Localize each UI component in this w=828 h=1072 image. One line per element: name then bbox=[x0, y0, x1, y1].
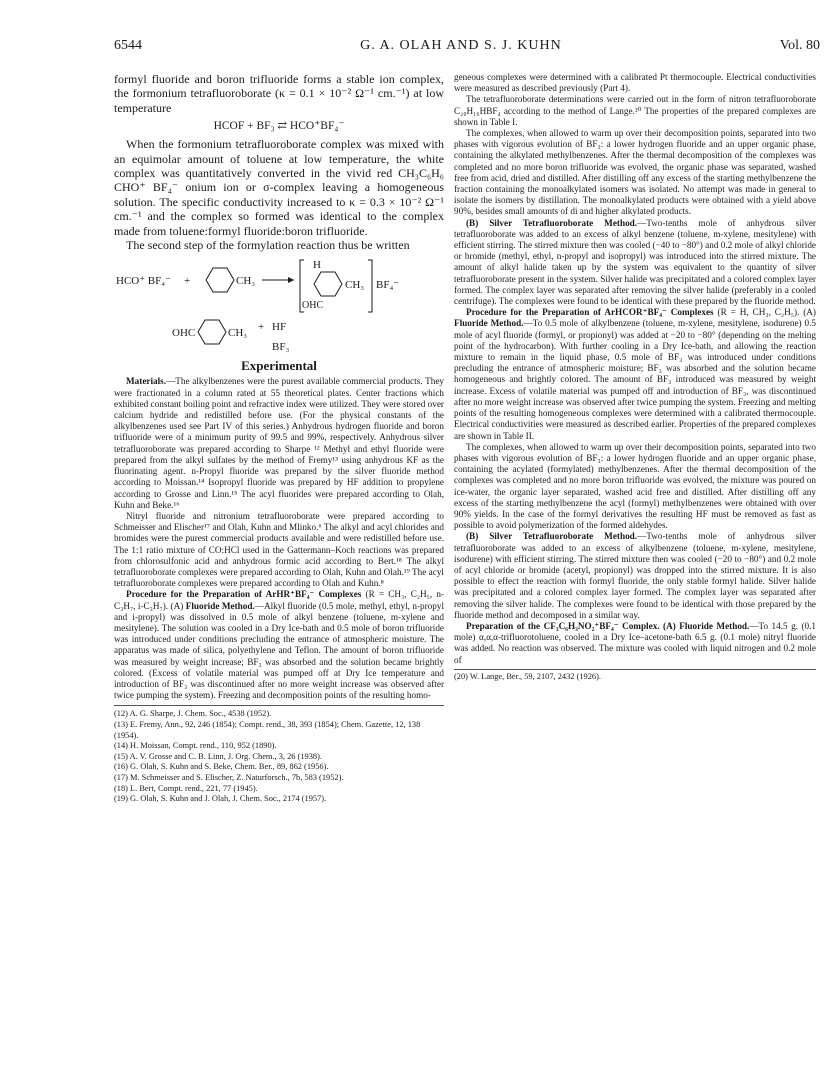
silver-method-2-heading: (B) Silver Tetrafluoroborate Method. bbox=[466, 531, 638, 542]
section-experimental: Experimental bbox=[241, 358, 317, 374]
reference-13: (13) E. Fremy, Ann., 92, 246 (1854); Compt. rend., 38, 393 (1854); Chem. Gazette, 12, 138 (1954). bbox=[114, 719, 421, 740]
bf4-sigma: BF₄⁻ bbox=[376, 279, 400, 292]
reaction-scheme-svg bbox=[114, 256, 444, 354]
silver-method-2-paragraph bbox=[454, 531, 816, 621]
arrow-head-1 bbox=[288, 277, 294, 283]
alkyl-procedure-text: —Alkyl fluoride (0.5 mole, methyl, ethyl, n-propyl and i-propyl) was dissolved in 0.5 mole of alkyl benzene (toluene, m-xylene and mesitylene). The solution was cooled in a Dry Ice-bath and 0.5 mole of boron trifluoride was introduced under conditions precluding the entrance of atmospheric moisture. The apparatus was made of silica, polyethylene and Teflon. The amount of boron trifluoride was measured by weight increase; BF₃ was absorbed and the solution became brightly colored. (Excess of volatile material was pumped off at Dry Ice temperature and introduction of BF₃ was discontinued after no more weight increase was observed after twice pumping the system). Freezing and decomposition points of the resulting homo- bbox=[114, 600, 445, 701]
acyl-procedure-text: —To 0.5 mole of alkylbenzene (toluene, m-xylene, mesitylene, isodurene) 0.5 mole of acyl fluoride (formyl, or propionyl) was added at −20 to −80° (depending on the melting point of the hydrocarbon). With further cooling in a Dry Ice-bath, and allowing the reaction mixture to remain in the liquid phase, 0.5 mole of BF₃ was introduced under conditions precluding the entrance of atmospheric moisture; BF₃ was absorbed and the solution became homogeneous and brightly colored. The amount of BF₃ introduced was measured by weight increase. Excess of volatile material was pumped off and introduction of BF₃, was discontinued after no more weight increase was observed after twice pumping the system. Freezing and melting points of the resulting homogeneous complexes were determined with a calibrated thermocouple. Electrical conductivities were measured as described earlier. Properties of the prepared complexes are shown in Table II. bbox=[454, 318, 816, 441]
acyl-procedure-paragraph bbox=[454, 307, 816, 441]
nitryl-paragraph: Nitryl fluoride and nitronium tetrafluoroborate were prepared according to Schmeisser and Elischer¹⁷ and Olah, Kuhn and Mlinko.⁶ The alkyl and acyl chlorides and bromides were the purest commercial products available and were redistilled before use. The 1:1 ratio mixture of CO:HCl used in the Gattermann–Koch reactions was prepared from chlorosulfonic acid and anhydrous formic acid according to Bert.¹⁸ The alkyl tetrafluoroborate complexes were prepared according to Olah, Kuhn and Olah.¹⁹ The acyl tetrafluoroborate complexes were prepared according to Olah and Kuhn.⁸ bbox=[114, 510, 444, 589]
reference-18: (18) L. Bert, Compt. rend., 221, 77 (1945). bbox=[114, 783, 258, 793]
paragraph-formonium: When the formonium tetrafluoroborate complex was mixed with an equimolar amount of toluene at low temperature, the white complex was quantitatively converted in the vivid red CH₃C₆H₆ CHO⁺ BF₄⁻ onium ion or σ-complex leaving a homogeneous solution. The specific conductivity increased to κ = 0.3 × 10⁻² Ω⁻¹ cm.⁻¹ and the complex so formed was identical to the complex made from toluene:formyl fluoride:boron trifluoride. bbox=[114, 137, 444, 238]
materials-paragraph bbox=[114, 376, 444, 510]
trifluorotoluene-paragraph bbox=[454, 621, 816, 666]
silver-method-heading: (B) Silver Tetrafluoroborate Method. bbox=[466, 217, 638, 228]
right-paragraph-4: The complexes, when allowed to warm up over their decomposition points, separated into two phases with vigorous evolution of BF₃: a lower hydrogen fluoride and an upper organic phase, containing the acylated (formylated) methylbenzenes. After the thermal decomposition of the complexes was completed and no more boron trifluoride was evolved, the mixture was poured on ice-water, the organic layer separated, washed acid free and distilled. After distilling off any excess of the starting methylbenzene the acyl (formyl) methylbenzenes were obtained with over 90% yields. In the case of the formyl derivatives the resulting HF must be removed as fast as possible to avoid polymerization of the formed aldehydes. bbox=[454, 441, 816, 531]
equation: HCOF + BF₃ ⇄ HCO⁺BF₄⁻ bbox=[213, 120, 345, 133]
alkyl-fluoride-method: Fluoride Method. bbox=[185, 600, 255, 611]
ohc-sigma: OHC bbox=[302, 300, 324, 312]
footnotes-left bbox=[114, 705, 444, 804]
silver-method-paragraph bbox=[454, 218, 816, 308]
right-paragraph-2: The tetrafluoroborate determinations were carried out in the form of nitron tetrafluoroborate C₂₀H₁₆HBF₄ according to the method of Lange.²⁰ The properties of the prepared complexes are shown in Table I. bbox=[454, 94, 816, 127]
experimental-block bbox=[114, 376, 444, 701]
alkyl-procedure-heading: Procedure for the Preparation of ArHR⁺BF₄⁻ Complexes bbox=[126, 589, 362, 600]
ch3-toluene: CH₃ bbox=[236, 275, 256, 288]
benzene-ring-toluene bbox=[206, 268, 234, 292]
plus-sign-2: + bbox=[258, 321, 265, 334]
trifluorotoluene-text: —To 14.5 g. (0.1 mole) α,α,α-trifluorotoluene, cooled in a Dry Ice–acetone-bath 6.5 g. (0.1 mole) nitryl fluoride was added. No reaction was observed. The mixture was cooled with liquid nitrogen and 0.2 mole of bbox=[454, 620, 816, 665]
reference-12: (12) A. G. Sharpe, J. Chem. Soc., 4538 (1952). bbox=[114, 709, 272, 719]
materials-text: —The alkylbenzenes were the purest available commercial products. They were fractionated in a column rated at 55 theoretical plates. Center fractions which exhibited constant boiling point and refractive index were utilized. They were stored over calcium hydride and redistilled before use. (For the physical constants of the alkylbenzenes used see Part IV of this series.) Anhydrous hydrogen fluoride and boron trifluoride were of a minimum purity of 99.5 and 99%, respectively. Anhydrous silver tetrafluoroborate was prepared according to Sharpe ¹² Methyl and ethyl fluoride were prepared from the alkyl sulfates by the method of Fremy¹³ using anhydrous KF as the fluorinating agent. n-Propyl fluoride was prepared by the silver fluoride method according to Moissan.¹⁴ Isopropyl fluoride was prepared by HF addition to propylene according to Grosse and Linn.¹⁵ The acyl fluorides were prepared according to Olah, Kuhn and Beke.¹⁶ bbox=[114, 376, 444, 510]
reference-20: (20) W. Lange, Ber., 59, 2107, 2432 (1926). bbox=[454, 671, 602, 681]
acyl-fluoride-method: Fluoride Method. bbox=[454, 318, 524, 329]
plus-sign: + bbox=[184, 275, 191, 288]
ohc-product: OHC bbox=[172, 327, 196, 340]
reaction-scheme bbox=[114, 256, 444, 354]
silver-method-2-text: —Two-tenths mole of anhydrous silver tetrafluoroborate was added to an excess of alkylbenzene (toluene, m-xylene, mesitylene, isodurene) with efficient stirring. The stirred mixture then was cooled (−20 to −80°) and 0.2 mole of acyl chloride or bromide (acetyl, propionyl) was dropped into the stirred mixture. It is also possible to effect the reaction with formyl fluoride, the only stable formyl halide. Silver halide was precipitated and a colored complex layer formed. The complex layer was separated after removing the silver halide. The complexes were found to be identical with those prepared by the fluoride method and decomposed in a similar way. bbox=[454, 531, 816, 620]
reference-14: (14) H. Moissan, Compt. rend., 110, 952 (1890). bbox=[114, 741, 277, 751]
page-header bbox=[114, 38, 820, 54]
reference-17: (17) M. Schmeisser and S. Elischer, Z. Naturforsch., 7b, 583 (1952). bbox=[114, 772, 344, 782]
bf3-product: BF₃ bbox=[272, 341, 290, 354]
reactant-hco-bf4: HCO⁺ BF₄⁻ bbox=[116, 275, 171, 288]
right-paragraph-3: The complexes, when allowed to warm up over their decomposition points, separated into two phases with vigorous evolution of BF₃: a lower hydrogen fluoride and an upper organic phase, containing the alkylated methylbenzenes. After the thermal decomposition of the complexes was completed and no more boron trifluoride was evolved, the organic phase was separated, washed free from acid, dried and distilled. After distilling off any excess of the starting methylbenzene the fraction containing the monoalkylated isomers was isolated. No attempt was made in general to isolate the isomers by distillation. The monoalkylated products were obtained with a yield above 90%, besides small amounts of di and higher alkylated products. bbox=[454, 128, 816, 217]
footnotes-right bbox=[454, 669, 816, 683]
reference-19: (19) G. Olah, S. Kuhn and J. Olah, J. Chem. Soc., 2174 (1957). bbox=[114, 794, 327, 804]
ch3-product: CH₃ bbox=[228, 327, 248, 340]
running-title: G. A. OLAH AND S. J. KUHN bbox=[360, 38, 562, 53]
ch3-sigma: CH₃ bbox=[345, 279, 365, 292]
acyl-procedure-heading: Procedure for the Preparation of ArHCOR⁺BF₄⁻ Complexes bbox=[466, 307, 714, 318]
right-column bbox=[454, 72, 816, 682]
paragraph-second-step: The second step of the formylation reaction thus be written bbox=[126, 238, 410, 253]
alkyl-procedure-paragraph bbox=[114, 589, 444, 701]
right-paragraph-1: geneous complexes were determined with a calibrated Pt thermocouple. Electrical conductivities were measured as described previously (Part 4). bbox=[454, 72, 816, 94]
silver-method-text: —Two-tenths mole of anhydrous silver tetrafluoroborate was added to an excess of alkyl benzene (toluene, m-xylene, mesitylene) with efficient stirring. The stirred mixture then was cooled (−40 to −80°) and 0.2 mole of alkyl chloride or bromide (methyl, ethyl, n-propyl and isopropyl) was introduced into the stirred mixture. The amount of alkyl halide taken up by the system was equivalent to the quantity of silver tetrafluoroborate present in the system. Silver halide was precipitated and a colored complex layer formed. The complex layer was separated after removing the silver halide (preferably in a cooled centrifuge). The complexes were found to be identical with these prepared by the fluoride method. bbox=[454, 217, 816, 307]
materials-heading: Materials. bbox=[126, 376, 167, 387]
volume-label: Vol. 80 bbox=[779, 38, 820, 53]
trifluorotoluene-heading: Preparation of the CF₃C₆H₃NO₂⁺BF₄⁻ Complex. (A) Fluoride Method. bbox=[466, 620, 750, 631]
hf-product: HF bbox=[272, 321, 287, 334]
alkyl-procedure-sub: (R = CH₃, C₂H₅, n-C₃H₇, i-C₃H₇). (A) bbox=[114, 589, 444, 611]
product-ring bbox=[198, 320, 226, 344]
reference-16: (16) G. Olah, S. Kuhn and S. Beke, Chem. Ber., 89, 862 (1956). bbox=[114, 762, 329, 772]
page-number: 6544 bbox=[114, 38, 142, 53]
intro-paragraph: formyl fluoride and boron trifluoride forms a stable ion complex, the formonium tetrafluoroborate (κ = 0.1 × 10⁻² Ω⁻¹ cm.⁻¹) at low temperature bbox=[114, 72, 444, 115]
h-label: H bbox=[313, 259, 321, 272]
sigma-complex-ring bbox=[314, 272, 342, 296]
bracket-right bbox=[368, 260, 372, 312]
intro-block bbox=[114, 72, 444, 252]
left-column bbox=[114, 72, 444, 805]
acyl-procedure-sub: (R = H, CH₃, C₂H₅). (A) bbox=[713, 307, 816, 318]
reference-15: (15) A. V. Grosse and C. B. Linn, J. Org. Chem., 3, 26 (1938). bbox=[114, 751, 322, 761]
